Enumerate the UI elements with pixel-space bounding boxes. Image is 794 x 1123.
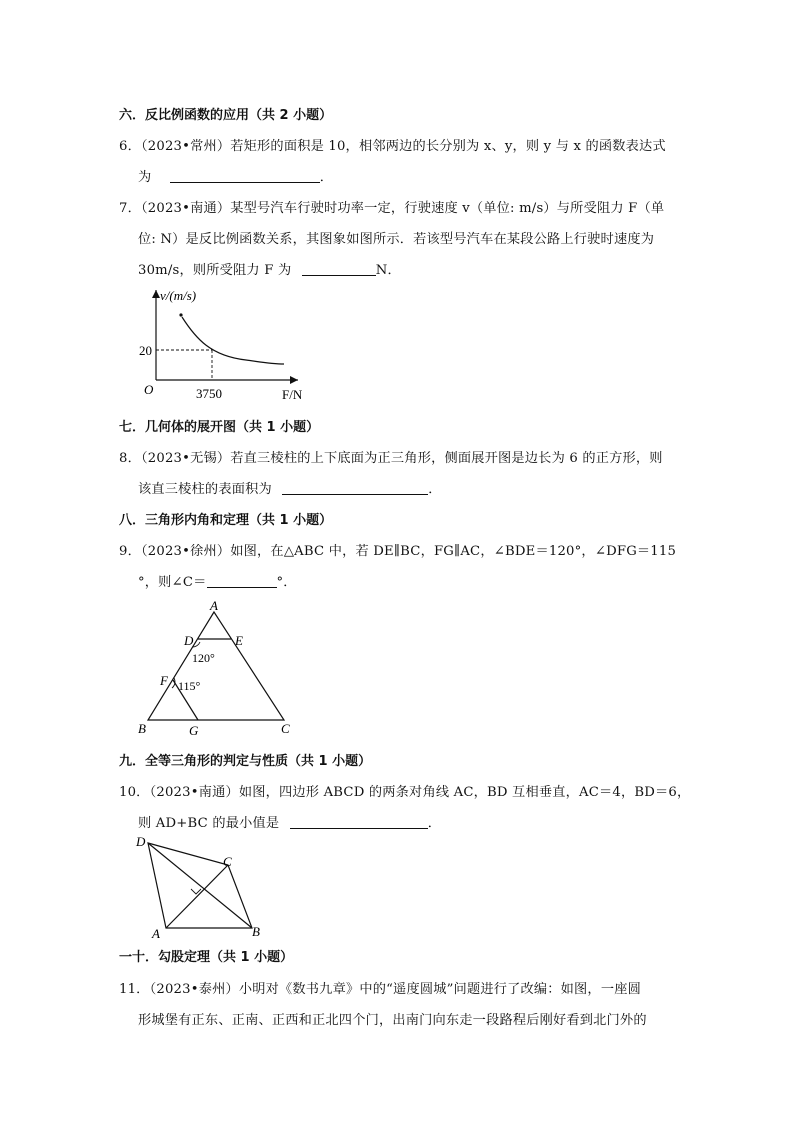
q6-answer-blank[interactable] [170, 169, 320, 183]
angle-label-120: 120° [192, 651, 215, 665]
q10-line-1: 10．（2023•南通）如图，四边形 ABCD 的两条对角线 AC，BD 互相垂直，AC＝4，BD＝6， [119, 785, 691, 800]
q9-line-2 [138, 571, 297, 590]
q8-text-after-blank: ． [428, 482, 442, 497]
q6-text-after-blank: ． [319, 170, 334, 185]
label-F: F [160, 673, 168, 688]
label-D: D [184, 633, 194, 648]
q6-line-1: 6．（2023•常州）若矩形的面积是 10，相邻两边的长分别为 x、y，则 y 与 x 的函数表达式 [119, 139, 666, 154]
label-C: C [223, 854, 232, 869]
graph-origin-label: O [144, 382, 154, 397]
q11-line-1: 11．（2023•泰州）小明对《数书九章》中的“遥度圆城”问题进行了改编：如图，一座圆 [119, 982, 641, 997]
graph-x-tick-label: 3750 [196, 386, 222, 401]
graph-y-tick-label: 20 [139, 343, 152, 358]
q9-answer-blank[interactable] [207, 574, 277, 588]
graph-y-axis-label: v/(m/s) [160, 288, 197, 303]
label-A: A [152, 926, 160, 941]
section-heading-9: 九．全等三角形的判定与性质（共 1 小题） [119, 754, 372, 769]
q8-line-1: 8．（2023•无锡）若直三棱柱的上下底面为正三角形，侧面展开图是边长为 6 的正方形，则 [119, 451, 663, 466]
label-B: B [252, 924, 260, 939]
angle-label-115: 115° [178, 679, 201, 693]
q7-line-1: 7．（2023•南通）某型号汽车行驶时功率一定，行驶速度 v（单位: m/s）与所受阻力 F（单 [119, 201, 665, 216]
label-E: E [235, 633, 243, 648]
q9-line-1: 9．（2023•徐州）如图，在△ABC 中，若 DE∥BC，FG∥AC，∠BDE＝120°，∠DFG＝115 [119, 544, 677, 559]
label-G: G [189, 723, 199, 738]
section-heading-7: 七．几何体的展开图（共 1 小题） [119, 420, 320, 435]
q7-line-2: 位: N）是反比例函数关系，其图象如图所示．若该型号汽车在某段公路上行驶时速度为 [138, 232, 655, 247]
q9-text-before-blank: °，则∠C＝ [138, 575, 207, 590]
q7-answer-blank[interactable] [302, 262, 376, 276]
section-heading-10: 一十．勾股定理（共 1 小题） [119, 950, 294, 965]
label-A: A [210, 598, 218, 613]
q11-line-2: 形城堡有正东、正南、正西和正北四个门，出南门向东走一段路程后刚好看到北门外的 [138, 1013, 647, 1028]
graph-x-axis-label: F/N [282, 387, 303, 402]
q7-inverse-proportion-graph [136, 284, 316, 406]
q6-line-2 [138, 166, 333, 185]
q8-text-before-blank: 该直三棱柱的表面积为 [138, 482, 272, 497]
q10-line-2 [138, 812, 441, 831]
q10-text-before-blank: 则 AD+BC 的最小值是 [138, 816, 280, 831]
q10-quadrilateral-figure [134, 830, 270, 942]
label-C: C [281, 721, 290, 736]
q7-line-3 [138, 259, 401, 278]
label-B: B [138, 721, 146, 736]
q8-line-2 [138, 478, 442, 497]
q10-text-after-blank: ． [427, 816, 442, 831]
label-D: D [136, 834, 146, 849]
q10-answer-blank[interactable] [290, 815, 428, 829]
section-heading-8: 八．三角形内角和定理（共 1 小题） [119, 513, 333, 528]
q9-text-after-blank: °． [276, 575, 297, 590]
q6-text-before-blank: 为 [138, 170, 152, 185]
q7-text-before-blank: 30m/s，则所受阻力 F 为 [138, 263, 292, 278]
section-heading-6: 六．反比例函数的应用（共 2 小题） [119, 108, 333, 123]
q7-text-after-blank: N． [375, 263, 401, 278]
q9-triangle-figure [134, 598, 300, 740]
q8-answer-blank[interactable] [282, 481, 428, 495]
